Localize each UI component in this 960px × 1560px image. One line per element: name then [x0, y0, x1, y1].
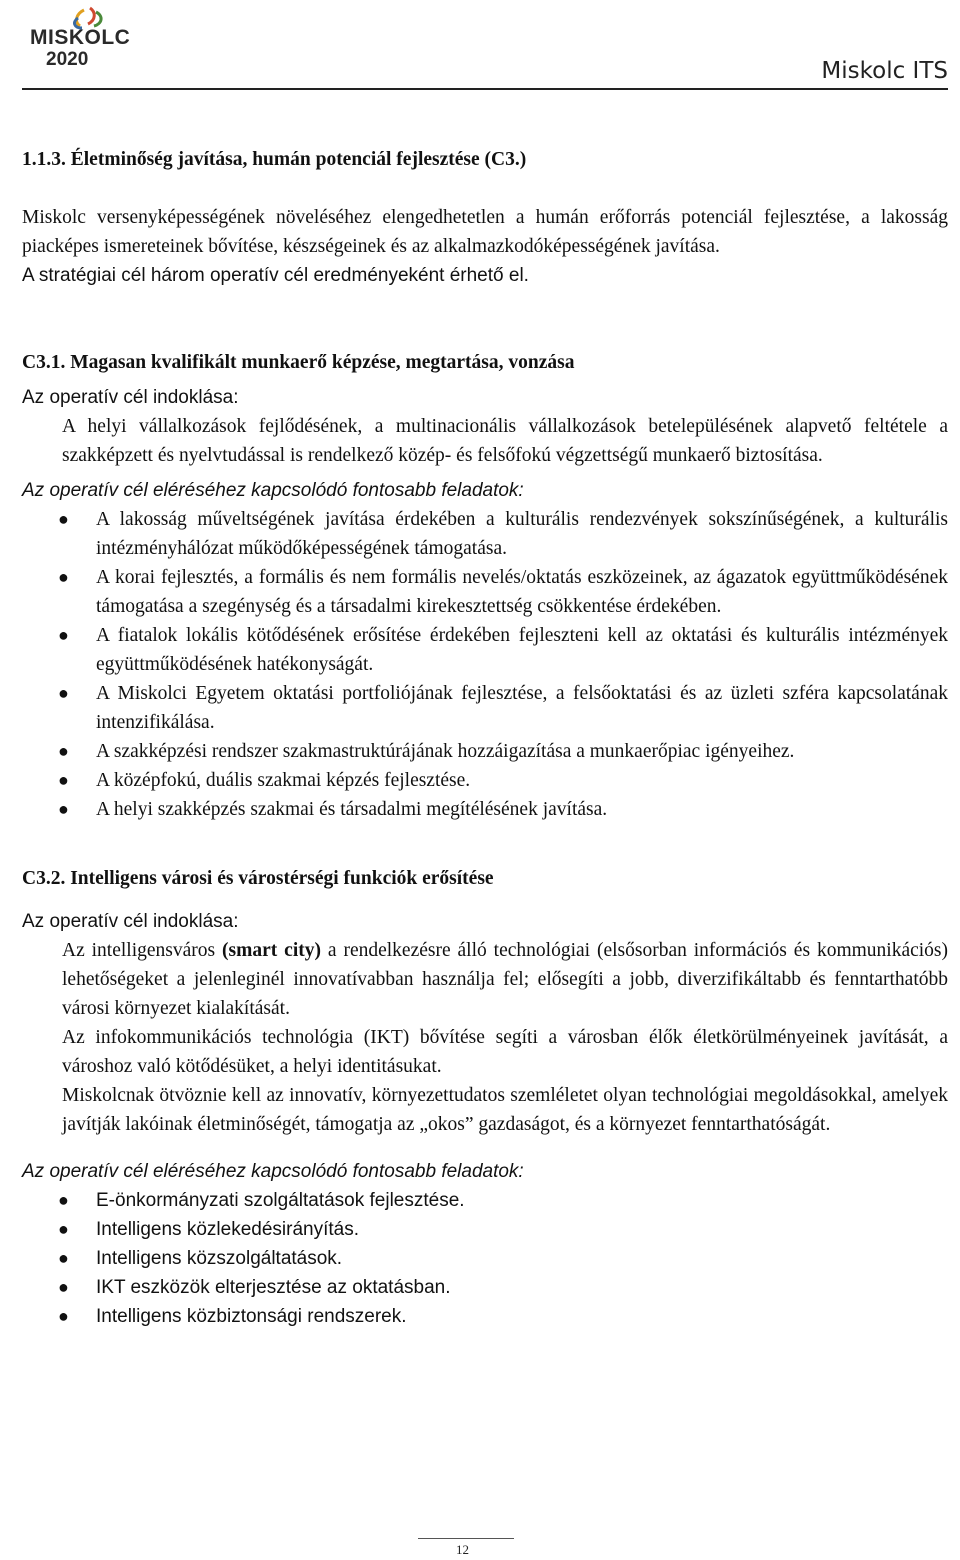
- bullet-icon: ●: [58, 741, 69, 761]
- goal2-task-list: [22, 1186, 948, 1331]
- goal2-paragraph-2: Az infokommunikációs technológia (IKT) bővítése segíti a városban élők életkörülményeinek javítását, a városhoz való kötődésüket, a helyi identitásukat.: [62, 1027, 948, 1077]
- list-item: ● IKT eszközök elterjesztése az oktatásban.: [22, 1273, 948, 1302]
- goal2-justification-label: Az operatív cél indoklása:: [22, 911, 239, 932]
- goal1-task-list: [22, 505, 948, 824]
- goal1-justification: A helyi vállalkozások fejlődésének, a multinacionális vállalkozások betelepülésének alapvető feltétele a szakképzett és nyelvtudással is rendelkező közép- és felsőfokú végzettségű munkaerő biztosítása.: [62, 416, 948, 466]
- bullet-icon: ●: [58, 1219, 69, 1239]
- goal2-tasks-label: Az operatív cél eléréséhez kapcsolódó fontosabb feladatok:: [22, 1161, 524, 1182]
- bullet-icon: ●: [58, 509, 69, 529]
- footer-divider: [418, 1538, 514, 1539]
- section-intro-note: A stratégiai cél három operatív cél eredményeként érhető el.: [22, 265, 529, 286]
- list-item: ● A helyi szakképzés szakmai és társadalmi megítélésének javítása.: [22, 795, 948, 824]
- goal2-heading: C3.2. Intelligens városi és várostérségi funkciók erősítése: [22, 868, 494, 889]
- logo-year: 2020: [46, 49, 89, 70]
- miskolc-2020-logo: [22, 4, 142, 74]
- bullet-icon: ●: [58, 1277, 69, 1297]
- list-item: ● A középfokú, duális szakmai képzés fejlesztése.: [22, 766, 948, 795]
- header-divider: [22, 88, 948, 90]
- goal1-justification-label: Az operatív cél indoklása:: [22, 387, 239, 408]
- section-heading: 1.1.3. Életminőség javítása, humán potenciál fejlesztése (C3.): [22, 149, 527, 170]
- list-item: ● E-önkormányzati szolgáltatások fejlesztése.: [22, 1186, 948, 1215]
- list-item: ● A fiatalok lokális kötődésének erősítése érdekében fejleszteni kell az oktatási és kulturális intézmények együttműködésének hatékonyságát.: [22, 621, 948, 679]
- goal2-paragraph-1: Az intelligensváros (smart city) a rendelkezésre álló technológiai (elsősorban információs és kommunikációs) lehetőségeket a jelenleginél innovatívabban használja fel; elősegíti a jobb, diverzifikáltabb és fenntarthatóbb városi környezet kialakítását.: [62, 940, 949, 1019]
- list-item: ● Intelligens közbiztonsági rendszerek.: [22, 1302, 948, 1331]
- bullet-icon: ●: [58, 799, 69, 819]
- bullet-icon: ●: [58, 770, 69, 790]
- bullet-icon: ●: [58, 1190, 69, 1210]
- list-item: ● A szakképzési rendszer szakmastruktúrájának hozzáigazítása a munkaerőpiac igényeihez.: [22, 737, 948, 766]
- goal2-paragraph-3: Miskolcnak ötvöznie kell az innovatív, környezettudatos szemléletet olyan technológiai megoldásokkal, amelyek javítják lakóinak életminőségét, támogatja az „okos” gazdaságot, és a környezet fenntarthatóságát.: [62, 1085, 948, 1135]
- bullet-icon: ●: [58, 1248, 69, 1268]
- bullet-icon: ●: [58, 567, 69, 587]
- bullet-icon: ●: [58, 1306, 69, 1326]
- section-intro: Miskolc versenyképességének növeléséhez elengedhetetlen a humán erőforrás potenciál fejlesztése, a lakosság piacképes ismereteinek bővítése, készségeinek és az alkalmazkodóképességének javítása.: [22, 207, 948, 257]
- list-item: ● Intelligens közlekedésirányítás.: [22, 1215, 948, 1244]
- page-number: 12: [456, 1542, 469, 1557]
- list-item: ● A korai fejlesztés, a formális és nem formális nevelés/oktatás eszközeinek, az ágazatok együttműködésének támogatása a szegénység és a társadalmi kirekesztettség csökkentése érdekében.: [22, 563, 948, 621]
- page-content: [22, 145, 948, 1331]
- list-item: ● A lakosság műveltségének javítása érdekében a kulturális rendezvények sokszínűségének, a kulturális intézményhálózat működőképességének támogatása.: [22, 505, 948, 563]
- bullet-icon: ●: [58, 625, 69, 645]
- list-item: ● A Miskolci Egyetem oktatási portfoliójának fejlesztése, a felsőoktatási és az üzleti szféra kapcsolatának intenzifikálása.: [22, 679, 948, 737]
- logo-text: MISKOLC: [30, 26, 131, 49]
- page-header: [0, 0, 960, 92]
- goal1-tasks-label: Az operatív cél eléréséhez kapcsolódó fontosabb feladatok:: [22, 480, 524, 501]
- bullet-icon: ●: [58, 683, 69, 703]
- list-item: ● Intelligens közszolgáltatások.: [22, 1244, 948, 1273]
- goal1-heading: C3.1. Magasan kvalifikált munkaerő képzése, megtartása, vonzása: [22, 352, 575, 373]
- document-title: Miskolc ITS: [821, 58, 948, 84]
